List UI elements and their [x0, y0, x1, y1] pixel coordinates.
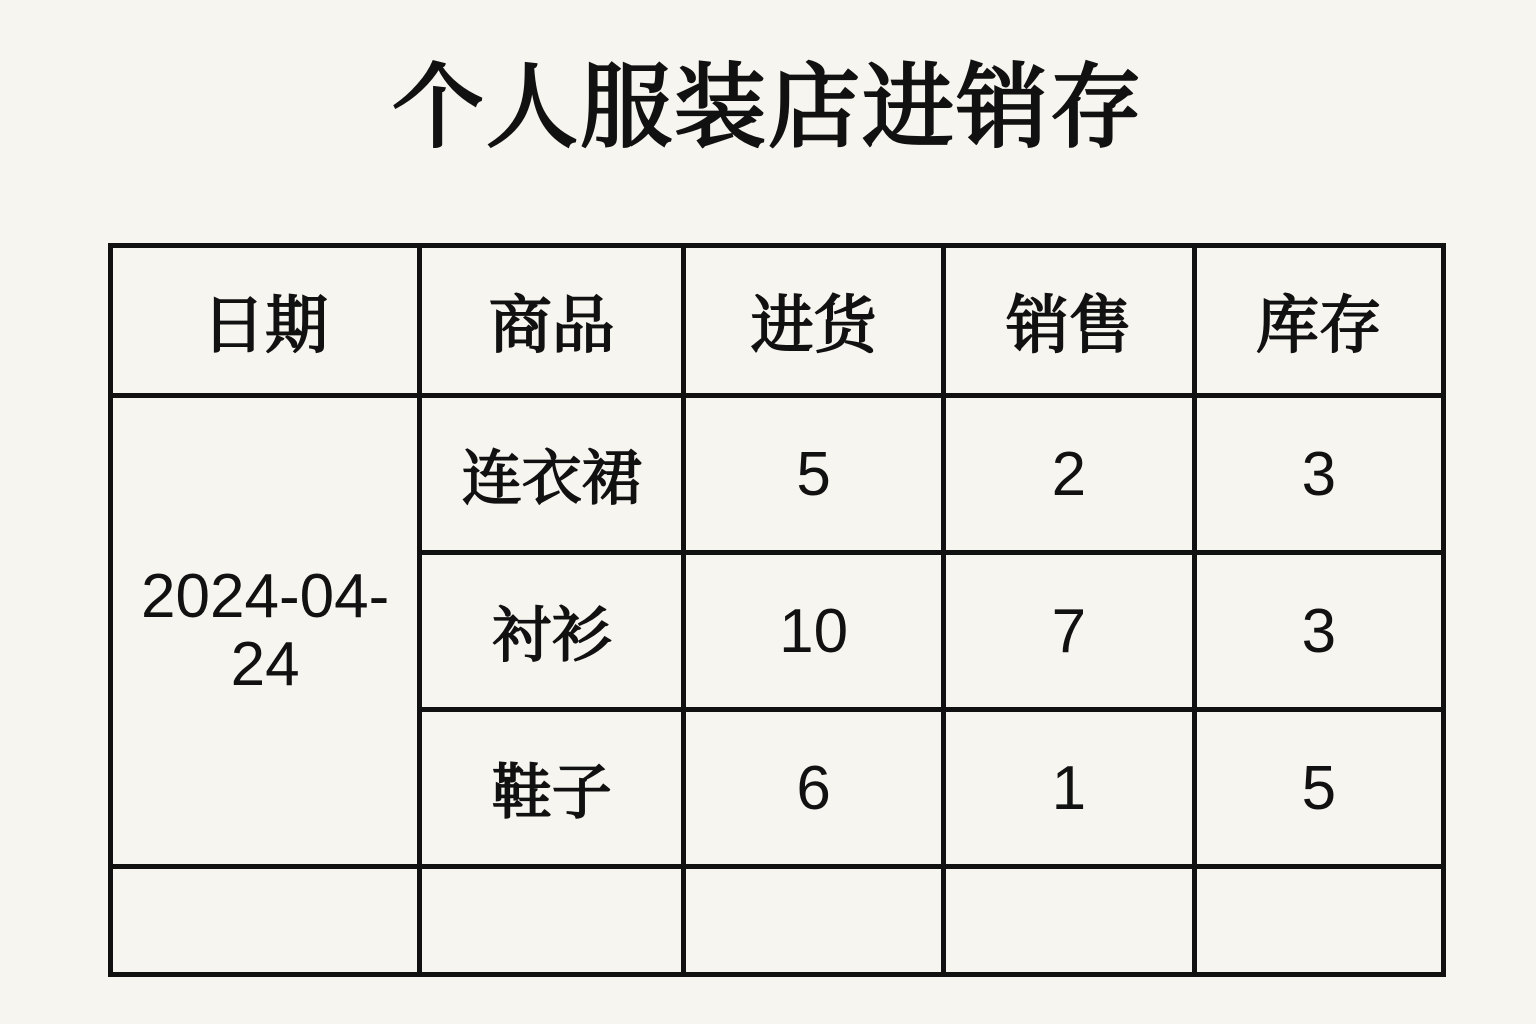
- cell-stock: 3: [1194, 396, 1443, 553]
- cell-sold: 2: [944, 396, 1195, 553]
- cell-stock: 3: [1194, 553, 1443, 710]
- inventory-table: [108, 243, 1446, 977]
- page-title: 个人服装店进销存: [391, 54, 1144, 161]
- cell-purchased: 6: [684, 710, 944, 867]
- cell-empty-date: [111, 867, 420, 975]
- cell-empty-stock: [1194, 867, 1443, 975]
- table-header: [111, 246, 1444, 396]
- cell-item: 连衣裙: [420, 396, 684, 553]
- cell-purchased: 5: [684, 396, 944, 553]
- cell-sold: 7: [944, 553, 1195, 710]
- cell-sold: 1: [944, 710, 1195, 867]
- cell-empty-purchased: [684, 867, 944, 975]
- cell-purchased: 10: [684, 553, 944, 710]
- column-header-item: 商品: [420, 246, 684, 396]
- table-header-row: [111, 246, 1444, 396]
- column-header-stock: 库存: [1194, 246, 1443, 396]
- column-header-purchased: 进货: [684, 246, 944, 396]
- table-row: [111, 396, 1444, 553]
- table-row-empty: [111, 867, 1444, 975]
- cell-empty-item: [420, 867, 684, 975]
- column-header-date: 日期: [111, 246, 420, 396]
- cell-item: 衬衫: [420, 553, 684, 710]
- cell-item: 鞋子: [420, 710, 684, 867]
- cell-date: 2024-04-24: [111, 396, 420, 867]
- cell-empty-sold: [944, 867, 1195, 975]
- column-header-sold: 销售: [944, 246, 1195, 396]
- cell-stock: 5: [1194, 710, 1443, 867]
- inventory-table-container: [108, 243, 1446, 977]
- table-body: [111, 396, 1444, 975]
